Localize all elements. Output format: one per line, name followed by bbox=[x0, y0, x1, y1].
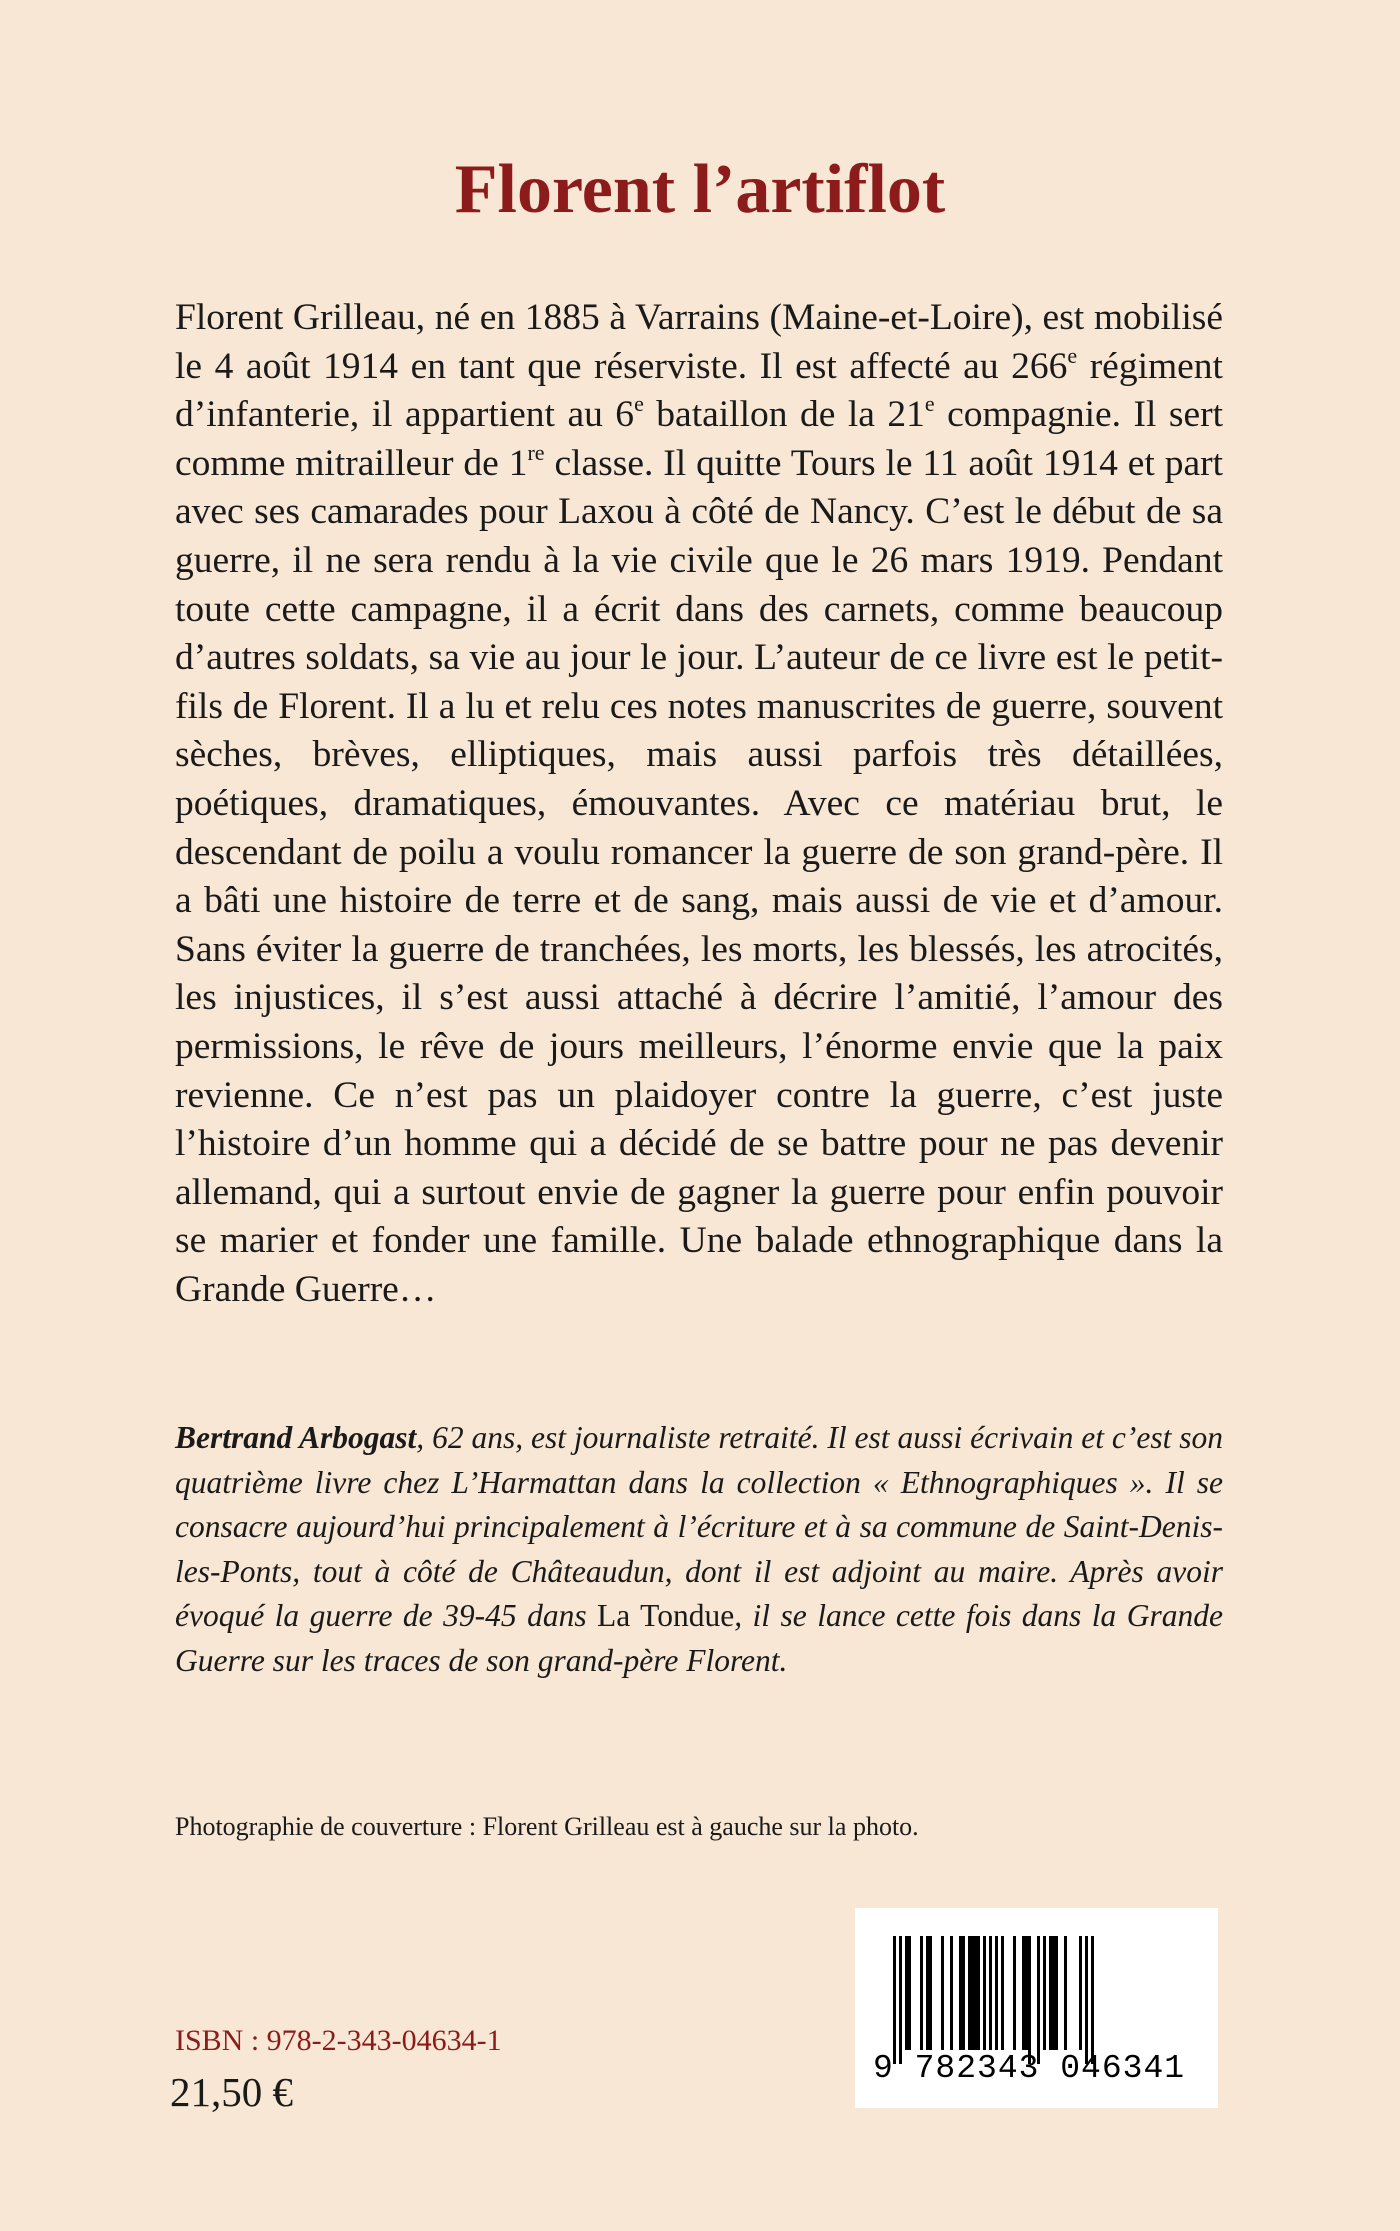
barcode-bar bbox=[1037, 1936, 1040, 2064]
barcode-bar bbox=[1022, 1936, 1025, 2050]
photo-credit: Photographie de couverture : Florent Grilleau est à gauche sur la photo. bbox=[175, 1812, 919, 1841]
barcode-bar bbox=[899, 1936, 902, 2064]
summary-text-4: compagnie. Il sert comme mitrailleur de 1 bbox=[175, 394, 1223, 484]
bio-text-1: , 62 ans, est journaliste retraité. Il est aussi écrivain et c’est son quatrième livre chez L’Harmattan dans la collection « Ethnographiques ». Il se consacre aujourd’hui principalement à l’écriture et à sa commune de Saint-Denis-les-Ponts, tout à côté de Châteaudun, dont il est adjoint au maire. Après avoir évoqué la guerre de 39-45 dans bbox=[175, 1420, 1223, 1633]
barcode-bar bbox=[1085, 1936, 1088, 2064]
superscript-2: e bbox=[634, 391, 644, 417]
barcode-bar bbox=[1064, 1936, 1067, 2050]
summary-text-2: régiment d’infanterie, il appartient au 6 bbox=[175, 345, 1223, 436]
barcode-bar bbox=[950, 1936, 953, 2050]
bio-text-2: , il se lance cette fois dans la Grande Guerre sur les traces de son grand-père Florent. bbox=[175, 1598, 1223, 1678]
summary-text-5: classe. Il quitte Tours le 11 août 1914 et part avec ses camarades pour Laxou à côté de Nancy. C’est le début de sa guerre, il ne sera rendu à la vie civile que le 26 mars 1919. Pendant toute cette campagne, il a écrit dans des carnets, comme beaucoup d’autres soldats, sa vie au jour le jour. L’auteur de ce livre est le petit-fils de Florent. Il a lu et relu ces notes manuscrites de guerre, souvent sèches, brèves, elliptiques, mais aussi parfois très détaillées, poétiques, dramatiques, émouvantes. Avec ce matériau brut, le descendant de poilu a voulu romancer la guerre de son grand-père. Il a bâti une histoire de terre et de sang, mais aussi de vie et d’amour. Sans éviter la guerre de tranchées, les morts, les blessés, les atrocités, les injustices, il s’est aussi attaché à décrire l’amitié, l’amour des permissions, le rêve de jours meilleurs, l’énorme envie que la paix revienne. Ce n’est pas un plaidoyer contre la guerre, c’est juste l’histoire d’un homme qui a décidé de se battre pour ne pas devenir allemand, qui a surtout envie de gagner la guerre pour enfin pouvoir se marier et fonder une famille. Une balade ethnographique dans la Grande Guerre… bbox=[175, 442, 1224, 1310]
superscript-3: e bbox=[924, 391, 935, 417]
barcode-bar bbox=[1049, 1936, 1052, 2050]
summary-text-3: bataillon de la 21 bbox=[643, 394, 925, 436]
barcode-bar bbox=[1091, 1936, 1094, 2064]
barcode-bar bbox=[971, 1936, 974, 2050]
barcode-bar bbox=[989, 1936, 992, 2050]
barcode-bar bbox=[929, 1936, 932, 2050]
barcode-digits: 9 782343 046341 bbox=[873, 2050, 1186, 2087]
book-title: Florent l’artiflot bbox=[454, 151, 946, 228]
barcode-bar bbox=[977, 1936, 980, 2050]
barcode-bar bbox=[1001, 1936, 1004, 2050]
book-summary bbox=[175, 294, 1223, 1314]
barcode-bar bbox=[941, 1936, 944, 2050]
barcode-bar bbox=[1055, 1936, 1058, 2050]
barcode-bar bbox=[959, 1936, 962, 2050]
author-bio bbox=[175, 1416, 1223, 1683]
barcode-bar bbox=[908, 1936, 911, 2050]
summary-text-1: Florent Grilleau, né en 1885 à Varrains (Maine-et-Loire), est mobilisé le 4 août 1914 en tant que réserviste. Il est affecté au 266 bbox=[175, 297, 1223, 387]
barcode-bar bbox=[893, 1936, 896, 2064]
barcode-bar bbox=[1013, 1936, 1016, 2050]
book-reference: La Tondue bbox=[597, 1598, 735, 1633]
barcode-bar bbox=[1028, 1936, 1031, 2064]
barcode-bar bbox=[968, 1936, 971, 2050]
barcode-bar bbox=[1043, 1936, 1046, 2050]
barcode-bar bbox=[1025, 1936, 1028, 2050]
superscript-1: e bbox=[1067, 342, 1078, 368]
barcode bbox=[855, 1908, 1218, 2108]
price: 21,50 € bbox=[170, 2069, 293, 2115]
barcode-bar bbox=[974, 1936, 977, 2050]
barcode-bar bbox=[983, 1936, 986, 2050]
barcode-bar bbox=[920, 1936, 923, 2050]
barcode-bar bbox=[1079, 1936, 1082, 2050]
author-name: Bertrand Arbogast bbox=[175, 1420, 417, 1455]
barcode-bar bbox=[962, 1936, 965, 2050]
superscript-4: re bbox=[527, 439, 545, 465]
barcode-bar bbox=[905, 1936, 908, 2050]
barcode-bar bbox=[1052, 1936, 1055, 2050]
barcode-bar bbox=[926, 1936, 929, 2050]
barcode-bar bbox=[995, 1936, 998, 2050]
isbn-number: ISBN : 978-2-343-04634-1 bbox=[175, 2024, 502, 2057]
